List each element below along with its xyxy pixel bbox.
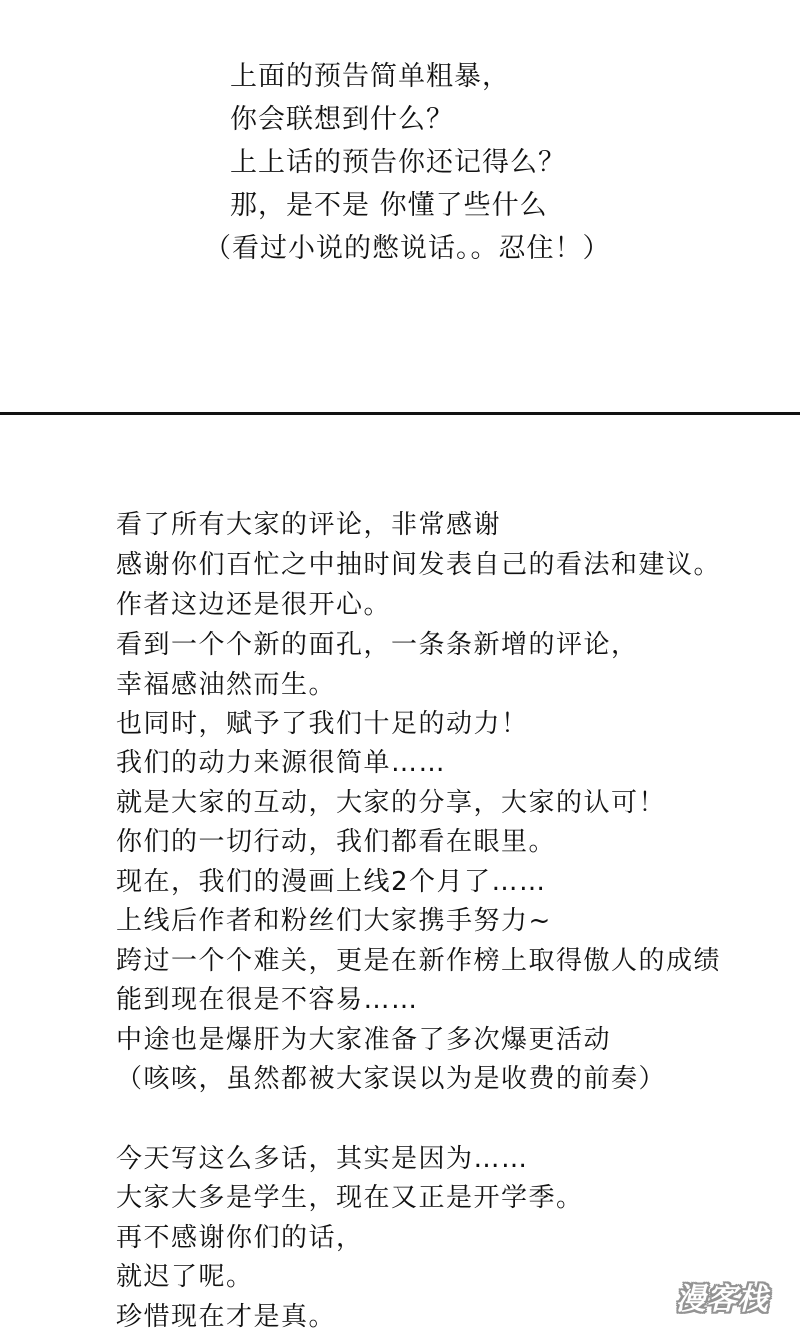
- section-divider: [0, 412, 800, 415]
- note-line: 中途也是爆肝为大家准备了多次爆更活动: [116, 1025, 612, 1055]
- note-line: 珍惜现在才是真。: [116, 1302, 337, 1330]
- site-watermark: [662, 1276, 782, 1316]
- note-line: 也同时，赋予了我们十足的动力！: [116, 709, 529, 739]
- note-line: 就迟了呢。: [116, 1262, 254, 1292]
- note-line: 看了所有大家的评论，非常感谢: [116, 510, 502, 540]
- note-line: 能到现在很是不容易……: [116, 985, 419, 1015]
- preview-line: 上面的预告简单粗暴，: [230, 61, 510, 92]
- note-line: 我们的动力来源很简单……: [116, 748, 447, 778]
- preview-line: 你会联想到什么？: [230, 104, 454, 135]
- note-line: （咳咳，虽然都被大家误以为是收费的前奏）: [116, 1064, 667, 1094]
- note-line: 感谢你们百忙之中抽时间发表自己的看法和建议。: [116, 550, 722, 580]
- note-line: 上线后作者和粉丝们大家携手努力~: [116, 906, 552, 936]
- note-line: 今天写这么多话，其实是因为……: [116, 1144, 529, 1174]
- note-line: 看到一个个新的面孔，一条条新增的评论，: [116, 630, 639, 660]
- preview-line: （看过小说的憋说话。。忍住！）: [204, 233, 611, 264]
- note-line: 跨过一个个难关，更是在新作榜上取得傲人的成绩: [116, 946, 722, 976]
- watermark-logo: 漫客栈: [675, 1282, 769, 1317]
- note-line: 大家大多是学生，现在又正是开学季。: [116, 1183, 584, 1213]
- note-line: 你们的一切行动，我们都看在眼里。: [116, 827, 557, 857]
- note-line: 再不感谢你们的话，: [116, 1223, 364, 1253]
- note-line: 就是大家的互动，大家的分享，大家的认可！: [116, 788, 667, 818]
- preview-line: 上上话的预告你还记得么？: [230, 147, 566, 178]
- note-line: 幸福感油然而生。: [116, 670, 337, 700]
- note-line: 作者这边还是很开心。: [116, 590, 392, 620]
- note-line: 现在，我们的漫画上线2个月了……: [116, 867, 547, 897]
- preview-line: 那，是不是 你懂了些什么: [230, 190, 548, 221]
